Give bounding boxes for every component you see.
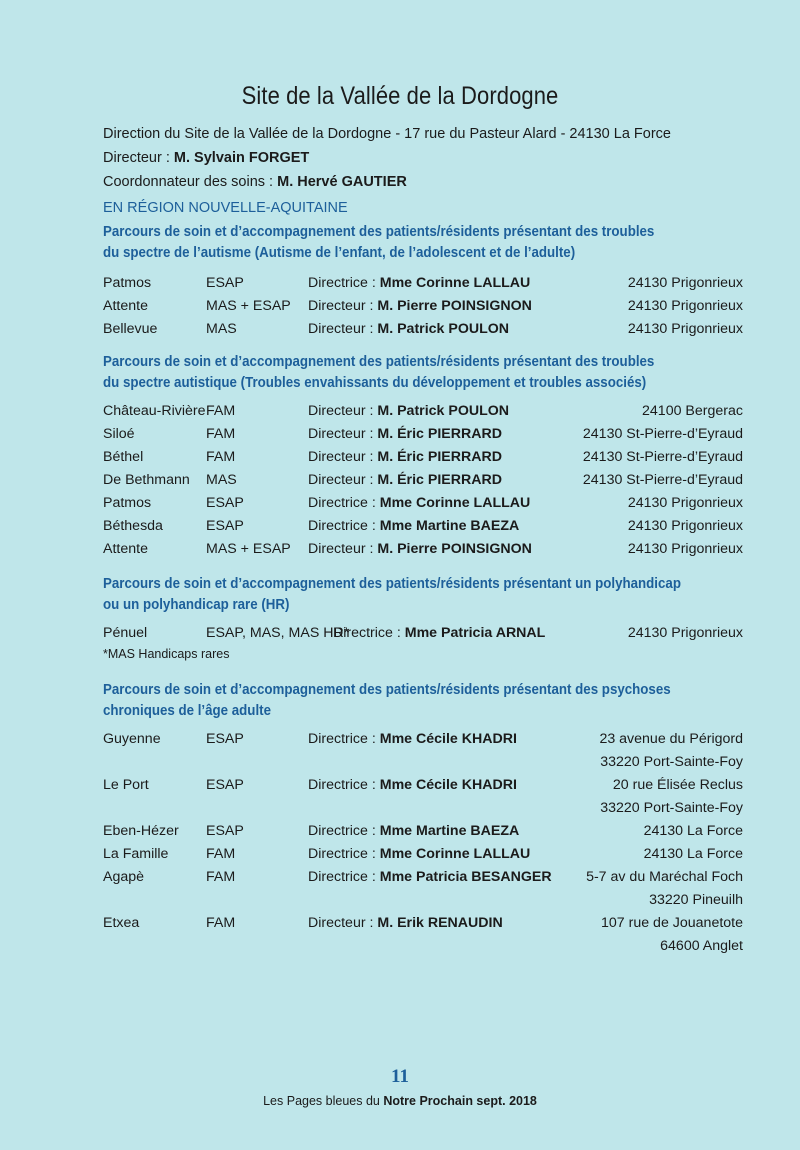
director-role: Directeur : [308,298,374,314]
establishment-address [628,318,743,341]
establishment-type: ESAP [206,777,244,793]
footnote: *MAS Handicaps rares [103,647,230,661]
establishment-row [103,622,743,645]
establishment-director [308,820,519,843]
section-title-line: Parcours de soin et d’accompagnement des patients/résidents présentant des troubles [103,354,655,370]
establishment-type: ESAP [206,518,244,534]
establishment-row [103,272,743,295]
establishment-director [308,400,509,423]
establishment-address [601,912,743,958]
establishment-type: MAS + ESAP [206,541,291,557]
establishment-address [642,400,743,423]
director-role: Directeur : [308,915,374,931]
address-line: 24130 St-Pierre-d’Eyraud [582,426,743,442]
establishment-director [333,622,545,645]
director-role: Directrice : [308,777,376,793]
address-line: 33220 Pineuilh [649,892,743,908]
address-line: 24130 Prigonrieux [627,541,743,557]
establishment-director [308,318,509,341]
establishment-address [628,492,743,515]
section-title [103,222,743,264]
establishment-row [103,295,743,318]
establishment-row [103,866,743,912]
establishment-name: Château-Rivière [103,403,206,419]
section-title-line: Parcours de soin et d’accompagnement des patients/résidents présentant des troubles [103,224,655,240]
establishment-address [583,423,743,446]
director-label: Directeur : [103,150,170,166]
establishment-row [103,400,743,423]
establishment-director [308,843,530,866]
director-person: Mme Martine BAEZA [379,518,520,534]
address-line: 24130 La Force [643,823,743,839]
section-3 [103,574,743,663]
establishment-address [644,820,743,843]
coordinator-label: Coordonnateur des soins : [103,174,274,190]
coordinator-line [103,170,671,194]
establishment-address [628,515,743,538]
establishment-name: Pénuel [103,625,148,641]
establishment-name: Attente [103,541,148,557]
address-line: 24130 Prigonrieux [627,321,743,337]
establishment-row [103,728,743,774]
director-person: Mme Patricia ARNAL [404,625,546,641]
establishment-address [599,728,743,774]
director-name: M. Sylvain FORGET [173,150,310,166]
establishment-address [583,446,743,469]
establishment-address [628,295,743,318]
address-line: 33220 Port-Sainte-Foy [600,754,743,770]
establishment-row [103,912,743,958]
footer-issue: Notre Prochain sept. 2018 [383,1094,537,1108]
section-1 [103,222,743,341]
address-line: 24130 St-Pierre-d’Eyraud [582,472,743,488]
director-person: M. Éric PIERRARD [377,426,502,442]
establishment-name: Agapè [103,869,145,885]
establishment-name: La Famille [103,846,169,862]
director-role: Directeur : [308,472,374,488]
establishment-director [308,295,532,318]
establishment-director [308,515,519,538]
establishment-type: ESAP, MAS, MAS HR* [206,625,350,641]
establishment-list [103,622,743,663]
section-title-line: ou un polyhandicap rare (HR) [103,597,290,613]
address-line: 20 rue Élisée Reclus [612,777,743,793]
establishment-type: MAS [206,321,237,337]
director-person: M. Éric PIERRARD [377,449,502,465]
establishment-address [586,866,743,912]
section-2 [103,352,743,561]
address-line: 24130 La Force [643,846,743,862]
section-title-line: du spectre de l’autisme (Autisme de l’enfant, de l’adolescent et de l’adulte) [103,245,576,261]
establishment-type: FAM [206,449,236,465]
director-person: Mme Corinne LALLAU [379,495,531,511]
establishment-type: ESAP [206,731,244,747]
address-line: 64600 Anglet [660,938,743,954]
establishment-director [308,469,502,492]
page-number: 11 [391,1066,409,1087]
establishment-name: Bellevue [103,321,158,337]
establishment-row [103,843,743,866]
establishment-row [103,446,743,469]
director-role: Directrice : [308,495,376,511]
establishment-director [308,728,517,751]
establishment-address [600,774,743,820]
establishment-name: Le Port [103,777,149,793]
establishment-type: FAM [206,403,236,419]
address-line: 24100 Bergerac [642,403,743,419]
establishment-director [308,774,517,797]
region-heading: EN RÉGION NOUVELLE-AQUITAINE [103,200,348,216]
establishment-row [103,318,743,341]
director-person: Mme Cécile KHADRI [379,777,517,793]
footer [0,1094,800,1108]
establishment-director [308,492,530,515]
establishment-director [308,912,503,935]
establishment-director [308,272,530,295]
establishment-name: Siloé [103,426,135,442]
director-person: Mme Corinne LALLAU [379,275,531,291]
address-line: 24130 Prigonrieux [627,495,743,511]
establishment-row [103,515,743,538]
section-title-line: du spectre autistique (Troubles envahissants du développement et troubles associés) [103,375,647,391]
director-role: Directrice : [308,823,376,839]
coordinator-name: M. Hervé GAUTIER [277,174,407,190]
director-role: Directrice : [308,869,376,885]
establishment-type: FAM [206,869,236,885]
director-role: Directrice : [308,846,376,862]
establishment-type: ESAP [206,275,244,291]
address-line: 24130 Prigonrieux [627,518,743,534]
establishment-director [308,538,532,561]
address-line: 24130 St-Pierre-d’Eyraud [582,449,743,465]
director-role: Directeur : [308,449,374,465]
establishment-address [628,538,743,561]
establishment-list [103,728,743,958]
section-title-line: Parcours de soin et d’accompagnement des patients/résidents présentant un polyhandicap [103,576,681,592]
address-line: 24130 Prigonrieux [627,298,743,314]
section-title [103,680,743,722]
director-role: Directeur : [308,426,374,442]
direction-address: Direction du Site de la Vallée de la Dordogne - 17 rue du Pasteur Alard - 24130 La Force [103,126,671,142]
establishment-address [644,843,743,866]
section-title [103,352,743,394]
director-person: Mme Corinne LALLAU [379,846,531,862]
director-role: Directrice : [333,625,401,641]
director-person: Mme Cécile KHADRI [379,731,517,747]
establishment-list [103,400,743,561]
establishment-row [103,492,743,515]
director-person: M. Pierre POINSIGNON [377,541,532,557]
director-role: Directeur : [308,321,374,337]
establishment-director [308,423,502,446]
establishment-type: FAM [206,915,236,931]
establishment-row [103,820,743,843]
establishment-type: MAS [206,472,237,488]
establishment-address [583,469,743,492]
establishment-name: Attente [103,298,148,314]
establishment-name: Patmos [103,275,152,291]
section-title-line: chroniques de l’âge adulte [103,703,271,719]
director-person: M. Patrick POULON [377,403,510,419]
director-person: Mme Martine BAEZA [379,823,520,839]
establishment-type: ESAP [206,823,244,839]
establishment-type: ESAP [206,495,244,511]
establishment-name: Béthel [103,449,144,465]
establishment-director [308,866,552,889]
establishment-type: FAM [206,846,236,862]
establishment-name: Eben-Hézer [103,823,179,839]
establishment-address [628,272,743,295]
page-title: Site de la Vallée de la Dordogne [241,82,559,110]
establishment-type: FAM [206,426,236,442]
establishment-row [103,423,743,446]
establishment-row [103,469,743,492]
establishment-row [103,774,743,820]
establishment-row [103,538,743,561]
establishment-type: MAS + ESAP [206,298,291,314]
establishment-name: Guyenne [103,731,161,747]
address-line: 5-7 av du Maréchal Foch [586,869,743,885]
section-4 [103,680,743,958]
establishment-name: Patmos [103,495,152,511]
establishment-address [628,622,743,645]
director-person: M. Éric PIERRARD [377,472,502,488]
director-role: Directeur : [308,403,374,419]
section-title [103,574,743,616]
address-line: 24130 Prigonrieux [627,275,743,291]
director-person: M. Erik RENAUDIN [377,915,503,931]
establishment-name: De Bethmann [103,472,190,488]
establishment-list [103,272,743,341]
section-title-line: Parcours de soin et d’accompagnement des patients/résidents présentant des psychoses [103,682,671,698]
director-role: Directrice : [308,275,376,291]
address-line: 24130 Prigonrieux [627,625,743,641]
address-line: 33220 Port-Sainte-Foy [600,800,743,816]
director-role: Directeur : [308,541,374,557]
director-line [103,146,671,170]
intro-block [103,122,671,194]
director-person: Mme Patricia BESANGER [379,869,552,885]
establishment-name: Etxea [103,915,140,931]
address-line: 23 avenue du Périgord [599,731,743,747]
footer-prefix: Les Pages bleues du [263,1094,380,1108]
establishment-director [308,446,502,469]
address-line: 107 rue de Jouanetote [601,915,743,931]
director-role: Directrice : [308,518,376,534]
establishment-name: Béthesda [103,518,163,534]
director-role: Directrice : [308,731,376,747]
director-person: M. Pierre POINSIGNON [377,298,532,314]
director-person: M. Patrick POULON [377,321,510,337]
